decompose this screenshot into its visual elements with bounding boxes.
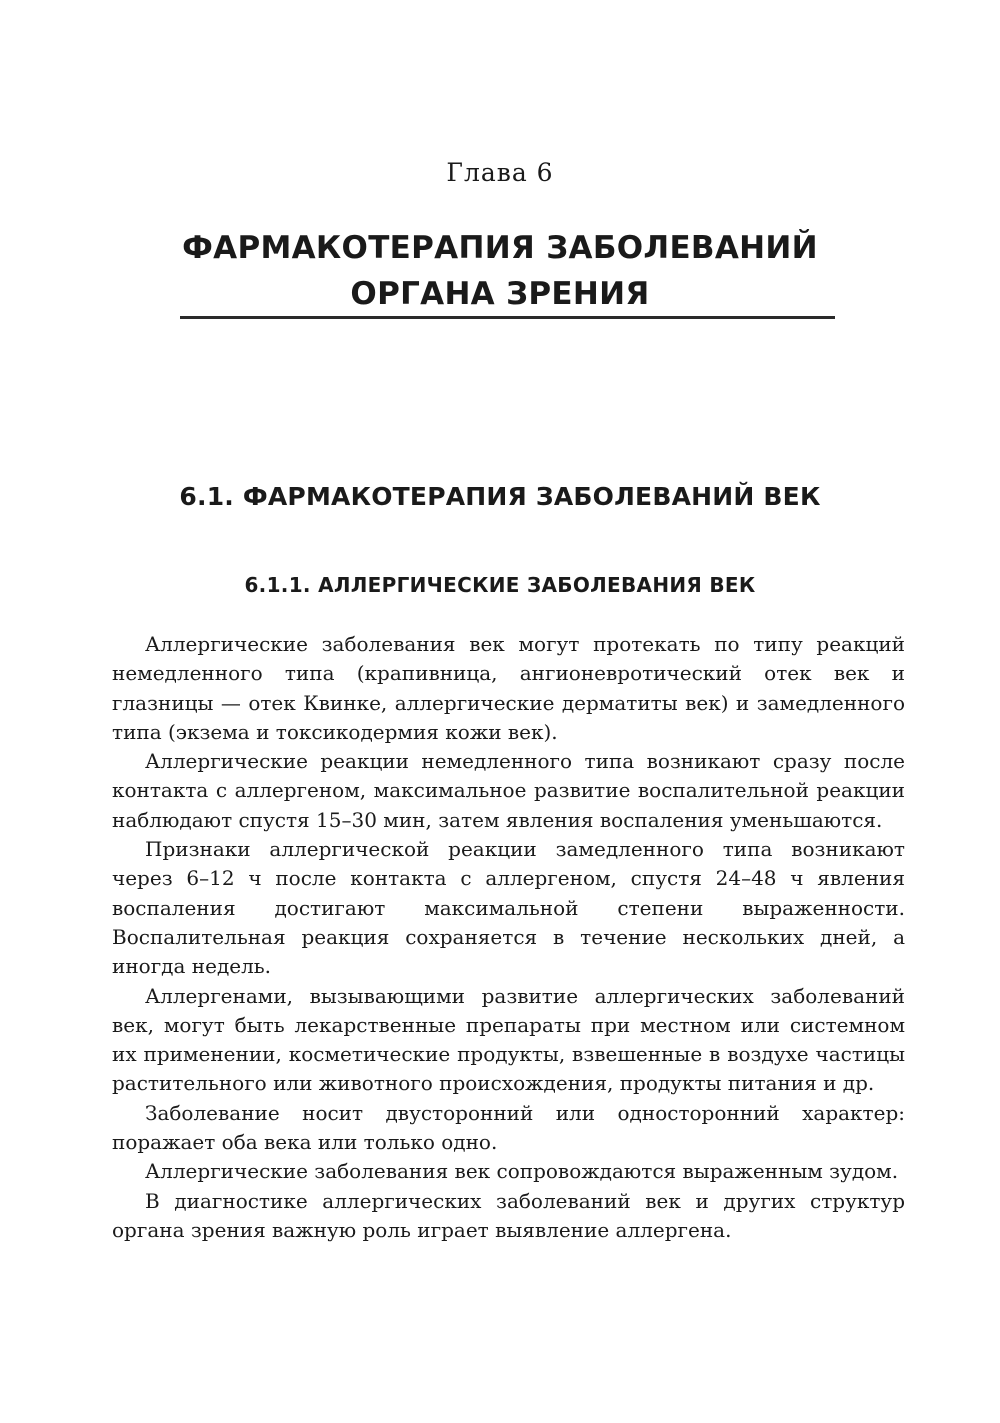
body-text xyxy=(112,630,905,1245)
section-title: 6.1. ФАРМАКОТЕРАПИЯ ЗАБОЛЕВАНИЙ ВЕК xyxy=(179,482,821,511)
paragraph: Аллергические заболевания век могут протекать по типу реакций немедленного типа (крапивница, ангионевротический отек век и глазницы — отек Квинке, аллергические дерматиты век) и замедленного типа (экзема и токсикодермия кожи век). xyxy=(112,632,905,744)
paragraph: Аллергенами, вызывающими развитие аллергических заболеваний век, могут быть лекарственные препараты при местном или системном их применении, косметические продукты, взвешенные в воздухе частицы растительного или животного происхождения, продукты питания и др. xyxy=(112,983,905,1096)
paragraph: Заболевание носит двусторонний или односторонний характер: поражает оба века или только одно. xyxy=(112,1100,905,1155)
paragraph: Аллергические заболевания век сопровождаются выраженным зудом. xyxy=(145,1159,899,1184)
chapter-label: Глава 6 xyxy=(446,158,554,187)
chapter-title-line-2: ОРГАНА ЗРЕНИЯ xyxy=(350,276,650,312)
chapter-divider xyxy=(180,316,835,319)
paragraph: Аллергические реакции немедленного типа возникают сразу после контакта с аллергеном, максимальное развитие воспалительной реакции наблюдают спустя 15–30 мин, затем явления воспаления уменьшаются. xyxy=(112,749,905,832)
paragraph: Признаки аллергической реакции замедленного типа возникают через 6–12 ч после контакта с аллергеном, спустя 24–48 ч явления воспаления достигают максимальной степени выраженности. Воспалительная реакция сохраняется в течение нескольких дней, а иногда недель. xyxy=(112,837,905,979)
subsection-title: 6.1.1. АЛЛЕРГИЧЕСКИЕ ЗАБОЛЕВАНИЯ ВЕК xyxy=(244,573,756,597)
chapter-title-line-1: ФАРМАКОТЕРАПИЯ ЗАБОЛЕВАНИЙ xyxy=(182,230,818,266)
chapter-title xyxy=(0,225,1000,317)
paragraph: В диагностике аллергических заболеваний век и других структур органа зрения важную роль играет выявление аллергена. xyxy=(112,1188,905,1242)
